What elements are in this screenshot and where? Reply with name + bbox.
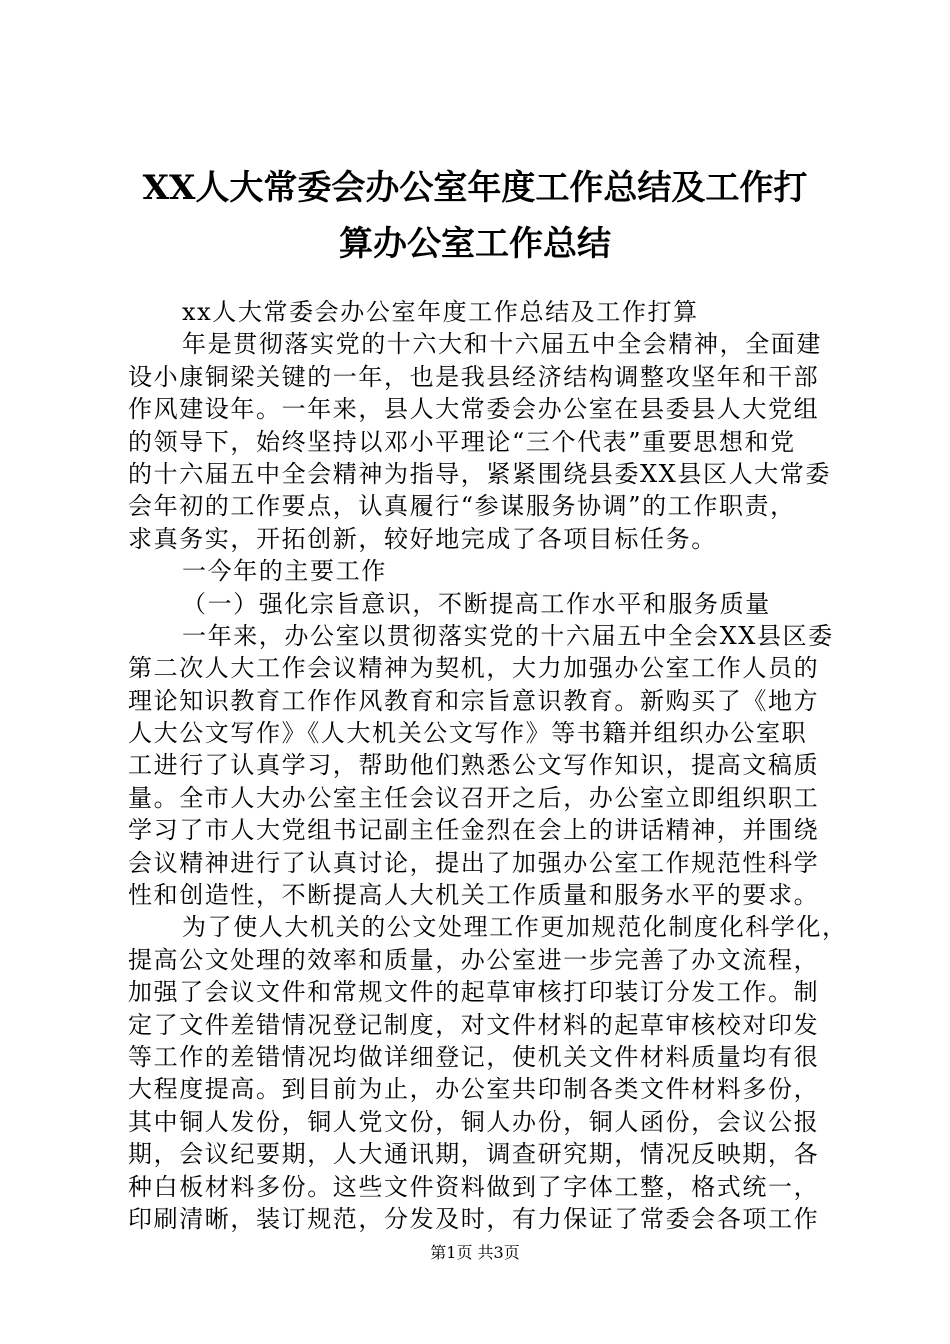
body-line: 年是贯彻落实党的十六大和十六届五中全会精神，全面建: [182, 330, 822, 359]
body-line: 定了文件差错情况登记制度，对文件材料的起草审核校对印发: [128, 1010, 820, 1039]
body-line: 印刷清晰，装订规范，分发及时，有力保证了常委会各项工作: [128, 1204, 820, 1233]
page-footer: 第1页 共3页: [430, 1243, 520, 1262]
body-line: 会议精神进行了认真讨论，提出了加强办公室工作规范性科学: [128, 848, 820, 877]
body-line: 作风建设年。一年来，县人大常委会办公室在县委县人大党组: [128, 395, 820, 424]
body-line: 人大公文写作》《人大机关公文写作》等书籍并组织办公室职: [128, 719, 808, 748]
body-line: 加强了会议文件和常规文件的起草审核打印装订分发工作。制: [128, 978, 820, 1007]
body-line: 学习了市人大党组书记副主任金烈在会上的讲话精神，并围绕: [128, 816, 820, 845]
body-line: 工进行了认真学习，帮助他们熟悉公文写作知识，提高文稿质: [128, 751, 820, 780]
body-line: 会年初的工作要点，认真履行“参谋服务协调”的工作职责，: [128, 492, 796, 521]
body-line: 求真务实，开拓创新，较好地完成了各项目标任务。: [128, 524, 717, 553]
body-line: 设小康铜梁关键的一年，也是我县经济结构调整攻坚年和干部: [128, 362, 820, 391]
document-body: [128, 296, 848, 1235]
body-line: 等工作的差错情况均做详细登记，使机关文件材料质量均有很: [128, 1042, 820, 1071]
document-title: [80, 160, 870, 272]
body-line: （一）强化宗旨意识，不断提高工作水平和服务质量: [182, 589, 771, 618]
body-line: 为了使人大机关的公文处理工作更加规范化制度化科学化，: [182, 913, 848, 942]
body-line: 大程度提高。到目前为止，办公室共印制各类文件材料多份，: [128, 1075, 820, 1104]
body-line: 第二次人大工作会议精神为契机，大力加强办公室工作人员的: [128, 654, 820, 683]
body-line: 其中铜人发份，铜人党文份，铜人办份，铜人函份，会议公报: [128, 1107, 820, 1136]
body-line: 一今年的主要工作: [182, 557, 387, 586]
title-line-2: 算办公室工作总结: [339, 224, 611, 264]
body-line: 提高公文处理的效率和质量，办公室进一步完善了办文流程，: [128, 945, 820, 974]
body-line: 一年来，办公室以贯彻落实党的十六届五中全会XX县区委: [182, 621, 834, 650]
body-line: 量。全市人大办公室主任会议召开之后，办公室立即组织职工: [128, 783, 820, 812]
body-line: 的十六届五中全会精神为指导，紧紧围绕县委XX县区人大常委: [128, 459, 831, 488]
title-line-1: XX人大常委会办公室年度工作总结及工作打: [142, 168, 808, 208]
body-line: 的领导下，始终坚持以邓小平理论“三个代表”重要思想和党: [128, 427, 796, 456]
body-line: 性和创造性，不断提高人大机关工作质量和服务水平的要求。: [128, 881, 820, 910]
body-line: xx人大常委会办公室年度工作总结及工作打算: [182, 298, 699, 326]
body-line: 理论知识教育工作作风教育和宗旨意识教育。新购买了《地方: [128, 686, 820, 715]
body-line: 期，会议纪要期，人大通讯期，调查研究期，情况反映期，各: [128, 1140, 820, 1169]
body-line: 种白板材料多份。这些文件资料做到了字体工整，格式统一，: [128, 1172, 820, 1201]
